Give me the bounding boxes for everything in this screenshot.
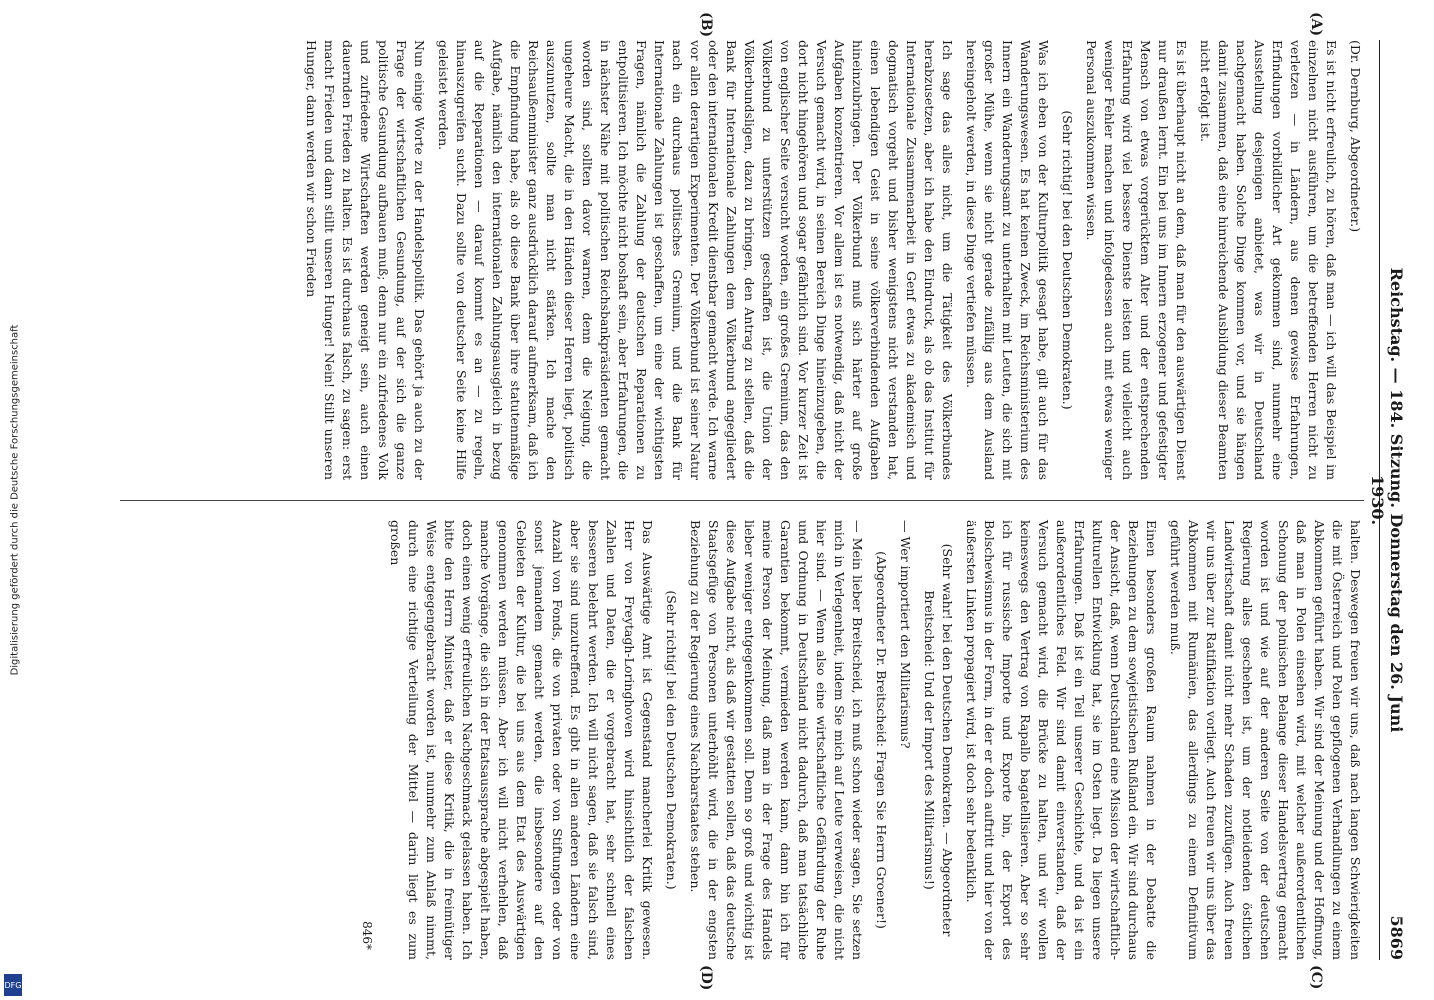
margin-marker-c: (C) — [1308, 965, 1324, 990]
margin-marker-a: (A) — [1308, 12, 1324, 37]
interjection: (Abgeordneter Dr. Breitscheid: Fragen Sie Herrn Groener!) — [874, 551, 889, 929]
paragraph: Nun einige Worte zu der Handelspolitik. Das gehört ja auch zu der Frage der wirtschaftlichen Gesundung, auf der sich die ganze politische Gesundung aufbauen muß; denn nur ein zufriedenes Volk und zufriedene Wirtschaften werden geneigt sein, auch einen dauernden Frieden zu halten. Es ist durchaus falsch, zu sagen: erst macht Frieden und dann stillt unseren Hunger! Nein! Stillt unseren Hunger, dann werden wir schon Frieden — [304, 40, 427, 480]
left-column — [296, 40, 1364, 480]
signature-mark: 846* — [360, 921, 374, 950]
interjection: (Sehr richtig! bei den Deutschen Demokraten.) — [664, 590, 679, 890]
margin-marker-b: (B) — [698, 12, 714, 38]
digitization-note-text: Digitalisierung gefördert durch die Deutsche Forschungsgemeinschaft — [9, 324, 21, 676]
right-column — [380, 520, 1364, 960]
margin-marker-d: (D) — [698, 965, 714, 991]
page-number: 5869 — [1387, 915, 1406, 960]
interjection: (Sehr wahr! bei den Deutschen Demokraten. — Abgeordneter Breitscheid: Und der Import des Militarismus!) — [922, 543, 955, 937]
page-title: Reichstag. — 184. Sitzung. Donnerstag den 26. Juni 1930. — [1368, 267, 1406, 733]
paragraph: Es ist nicht erfreulich, zu hören, daß man — ich will das Beispiel im einzelnen nicht ausführen, um die betreffenden Herren nicht zu verletzen — in Ländern, aus denen gewisse Erfahrungen, Erfindungen vorbildlicher Art gekommen sind, nunmehr eine Ausstellung desjenigen anbietet, was wir in Deutschland nachgemacht haben. Solche Dinge kommen vor, und sie hängen damit zusammen, daß eine hinreichende Ausbildung dieser Beamten nicht erfolgt ist. — [1198, 40, 1339, 480]
paragraph: — Wer importiert den Militarismus? — [898, 520, 913, 749]
page-header — [1368, 40, 1410, 960]
paragraph: — Mein lieber Breitscheid, ich muß schon wieder sagen, Sie setzen mich in Verlegenheit, indem Sie mich auf Leute verweisen, die nicht hier sind. — Wenn also eine wirtschaftliche Gefährdung der Ruhe und Ordnung in Deutschland nicht dadurch, daß man tatsächliche Garantien bekommt, vermieden werden kann, dann bin ich für meine Person der Meinung, daß man in der Frage des Handels lieber weniger entgegenkommen soll. Denn so groß und wichtig ist diese Aufgabe nicht, als daß wir gestatten sollen, daß das deutsche Staatsgefüge von Personen unterhöhlt wird, die in der engsten Beziehung zu der Regierung eines Nachbarstaates stehen. — [688, 520, 865, 960]
paragraph: Einen besonders großen Raum nahmen in der Debatte die Beziehungen zu dem sowjetistischen Rußland ein. Wir sind durchaus der Ansicht, daß, wenn Deutschland eine Mission der wirtschaftlich-kulturellen Entwicklung hat, sie im Osten liegt. Da liegen unsere Erfahrungen. Daß ist ein Teil unserer Geschichte, und da ist ein außerordentliches Feld. Wir sind damit einverstanden, daß der Versuch gemacht wird, die Brücke zu halten, und wir wollen keineswegs den Vertrag von Rapallo bagatellisieren. Aber so sehr ich für russische Importe und Exporte bin, der Export des Bolschewismus in der Form, in der er doch auftritt und hier von der äußersten Linken propagiert wird, ist doch sehr bedenklich. — [964, 520, 1159, 960]
interjection: (Sehr richtig! bei den Deutschen Demokraten.) — [1060, 110, 1075, 410]
paragraph: halten. Deswegen freuen wir uns, daß nach langen Schwierigkeiten die mit Österreich und Polen gepflogenen Verhandlungen zu einem Abkommen geführt haben. Wir sind der Meinung und der Hoffnung, daß man in Polen einsehen wird, mit welcher außerordentlichen Schonung der polnischen Belange dieser Handelsvertrag gemacht worden ist und wie auf der anderen Seite von der deutschen Regierung alles geschehen ist, um der notleidenden östlichen Landwirtschaft damit nicht mehr Schaden zuzufügen. Auch freuen wir uns über zur Ratifikation vorliegt. Auch freuen wir uns über das Abkommen mit Rumänien, das allerdings zu einem Definitivum geführt werden muß. — [1168, 520, 1363, 960]
paragraph: Das Auswärtige Amt ist Gegenstand mancherlei Kritik gewesen. Herr von Freytagh-Loringhoven wird hinsichtlich der falschen Zahlen und Daten, die er vorgebracht hat, sehr schnell eines besseren belehrt werden. Ich will nicht sagen, daß sie falsch sind, aber sie sind unzutreffend. Es gibt in allen anderen Ländern eine Anzahl von Fonds, die von privaten oder von Stiftungen oder von sonst jemandem gemacht werden, die insbesondere auf den Gebieten der Kultur, die bei uns aus dem Etat des Auswärtigen genommen werden müssen. Aber ich will nicht verhehlen, daß manche Vorgänge, die sich in der Etatsaussprache abgespielt haben, doch einen wenig erfreulichen Nachgeschmack gelassen haben. Ich bitte den Herrn Minister, daß er diese Kritik, die in freimütiger Weise entgegengebracht worden ist, nunmehr zum Anlaß nimmt, durch eine richtige Verteilung der Mittel — darin liegt es zum großen — [388, 520, 655, 960]
paragraph: Was ich eben von der Kulturpolitik gesagt habe, gilt auch für das Wanderungswesen. Es hat keinen Zweck, im Reichsministerium des Innern ein Wanderungsamt zu unterhalten mit Leuten, die sich mit großer Mühe, wenn sie nicht gerade zufällig aus dem Ausland hereingeholt werden, in diese Dinge vertiefen müssen. — [964, 40, 1051, 480]
paragraph: (Dr. Dernburg, Abgeordneter.) — [1348, 40, 1363, 233]
dfg-logo-text: DFG — [4, 980, 22, 990]
paragraph: Es ist überhaupt nicht an dem, daß man für den auswärtigen Dienst nur draußen lernt. Ein bei uns im Innern erzogener und gefestigter Mensch von etwas vorgerücktem Alter und der entsprechenden Erfahrung wird viel bessere Dienste leisten und vielleicht auch weniger Fehler machen und infolgedessen auch mit etwas weniger Personal auszukommen wissen. — [1084, 40, 1189, 480]
column-divider — [120, 500, 1364, 501]
paragraph: Ich sage das alles nicht, um die Tätigkeit des Völkerbundes herabzusetzen, aber ich habe den Eindruck, als ob das Institut für Internationale Zusammenarbeit in Genf etwas zu akademisch und dogmatisch vorgeht und bisher wenigstens nicht verstanden hat, einen lebendigen Geist in seine völkerverbindenden Aufgaben hineinzubringen. Der Völkerbund muß sich härter auf große Aufgaben konzentrieren. Vor allem ist es notwendig, daß nicht der Versuch gemacht wird, in seinen Bereich Dinge hineinzugeben, die dort nicht hingehören und sogar gefährlich sind. Vor kurzer Zeit ist von englischer Seite versucht worden, ein großes Gremium, das den Völkerbund zu unterstützen geschaffen ist, die Union der Völkerbundsligen, dazu zu bringen, den Antrag zu stellen, daß die Bank für Internationale Zahlungen dem Völkerbund angegliedert oder den internationalen Kredit dienstbar gemacht werde. Ich warne vor allen derartigen Experimenten. Der Völkerbund ist seiner Natur nach ein durchaus politisches Gremium, und die Bank für Internationale Zahlungen ist geschaffen, um eine der wichtigsten Fragen, nämlich die Zahlung der deutschen Reparationen zu entpolitisieren. Ich möchte nicht boshaft sein, aber Erfahrungen, die in nächster Nähe mit politischen Reichsbankpräsidenten gemacht worden sind, sollten davor warnen, denn die Neigung, die ungeheure Macht, die in den Händen dieser Herren liegt, politisch auszunutzen, sollte man nicht stärken. Ich mache den Reichsaußenminister ganz ausdrücklich darauf aufmerksam, daß ich die Empfindung habe, als ob diese Bank über ihre statutenmäßige Aufgabe, nämlich den internationalen Zahlungsausgleich in bezug auf die Reparationen — darauf kommt es an — zu regeln, hinauszugreifen sucht. Dazu sollte von deutscher Seite keine Hilfe geleistet werden. — [436, 40, 955, 480]
